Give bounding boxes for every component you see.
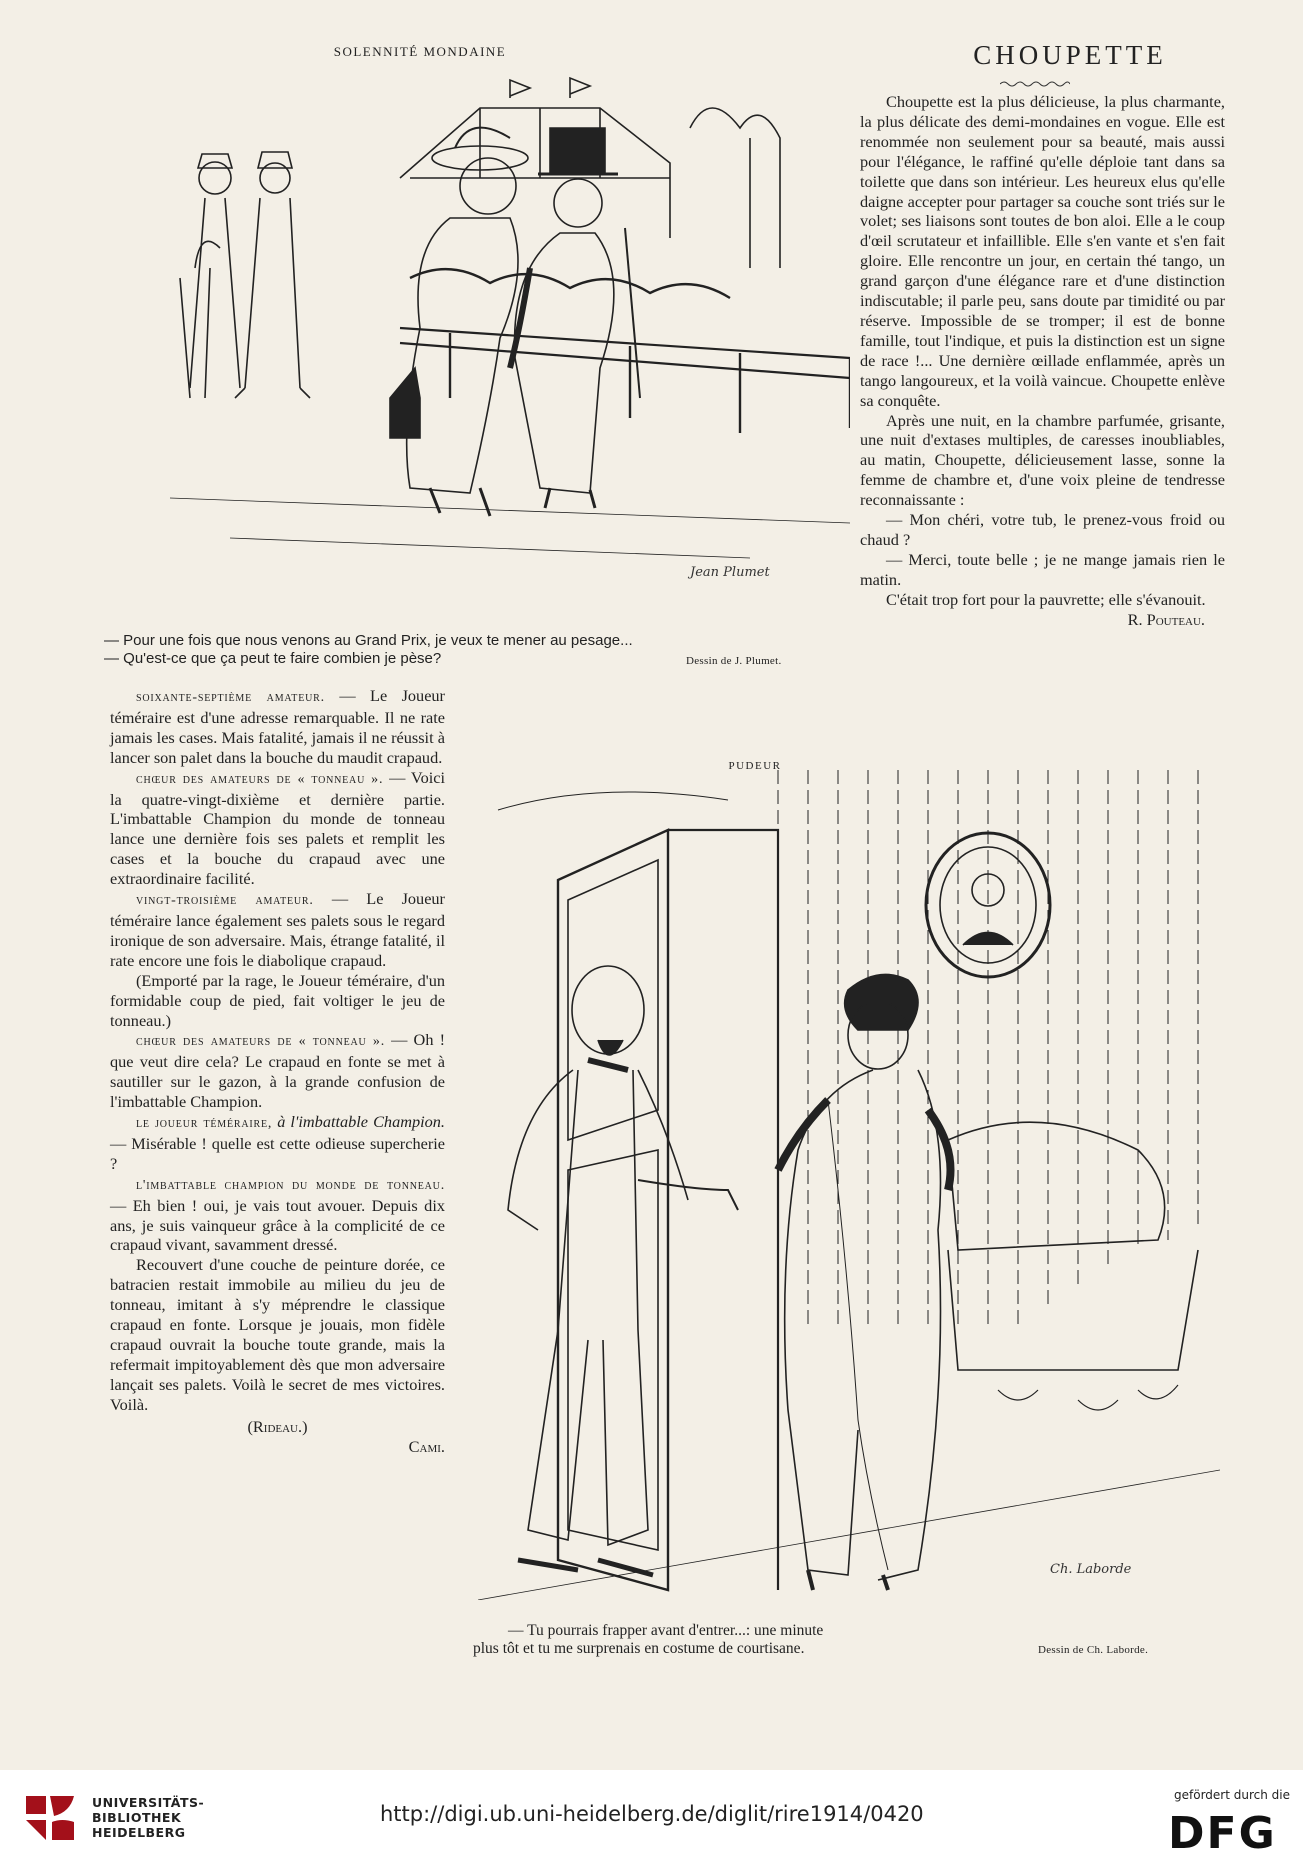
speaker-7: l'imbattable champion du monde de tonneau. [136, 1177, 445, 1193]
bottom-illustration-signature: Ch. Laborde [1050, 1562, 1132, 1577]
cami-rideau: (Rideau.) [247, 1416, 308, 1436]
cami-author: Cami. [408, 1436, 445, 1456]
cami-speech-7 [110, 1174, 445, 1256]
bottom-caption-line2: plus tôt et tu me surprenais en costume de courtisane. [473, 1640, 805, 1657]
speech-7-text: — Eh bien ! oui, je vais tout avouer. Depuis dix ans, je suis vainqueur grâce à la complicité de ce crapaud vivant, savamment dressé. [110, 1195, 445, 1255]
choupette-article [860, 92, 1225, 629]
top-illustration-signature: Jean Plumet [690, 565, 770, 580]
choupette-author: R. Pouteau. [1127, 609, 1205, 629]
speech-2-text: — Voici la quatre-vingt-dixième et dernière partie. L'imbattable Champion du monde de tonneau lance une dernière fois ses palets et remplit les cases et la bouche du crapaud avec une extraordinaire facilité. [110, 767, 446, 889]
bottom-caption-line1: — Tu pourrais frapper avant d'entrer...: une minute [508, 1622, 824, 1639]
bottom-illustration-credit: Dessin de Ch. Laborde. [1038, 1644, 1149, 1656]
cami-speech-3 [110, 889, 445, 971]
article-title-choupette: CHOUPETTE [973, 40, 1167, 70]
speaker-3: vingt-troisième amateur. [136, 893, 314, 909]
top-caption-line1: — Pour une fois que nous venons au Grand Prix, je veux te mener au pesage... [104, 632, 633, 649]
top-illustration [150, 68, 850, 613]
library-name-line3: HEIDELBERG [92, 1825, 186, 1840]
speaker-6: le joueur téméraire, [136, 1116, 273, 1132]
speech-1-text: — Le Joueur téméraire est d'une adresse remarquable. Il ne rate jamais les cases. Mais fatalité, jamais il ne réussit à lancer son palet dans la bouche du maudit crapaud. [110, 686, 445, 767]
cami-speech-8: Recouvert d'une couche de peinture dorée, ce batracien restait immobile au milieu du jeu de tonneau, imitant à s'y méprendre le classique crapaud en fonte. Lorsque je jouais, mon fidèle crapaud ouvrait la bouche toute grande, mais la refermait impitoyablement dès que mon adversaire lançait ses palets. Voilà le secret de mes victoires. Voilà. [110, 1255, 445, 1414]
speaker-2: chœur des amateurs de « tonneau ». [136, 771, 384, 787]
cami-speech-1 [110, 686, 445, 768]
choupette-paragraph-1: Choupette est la plus délicieuse, la plus charmante, la plus délicate des demi-mondaines en vogue. Elle est renommée non seulement pour sa beauté, mais aussi pour l'élégance, le raffiné qu'elle déploie tant dans sa toilette que dans son intérieur. Les heureux elus qu'elle daigne accepter pour partager sa couche sont triés sur le volet; ses liaisons sont toutes de bon aloi. Elle a le coup d'œil scrutateur et infaillible. Elle s'en vante et s'en fait gloire. Elle rencontre un jour, en certain thé tango, un grand garçon d'une élégance rare et d'une distinction indiscutable; il parle peu, sans doute par timidité ou par réserve. Impossible de se tromper; il est de bonne famille, tout l'indique, et puis la distinction est un signe de race !... Une dernière œillade enflammée, après un tango langoureux, et la voilà vaincue. Choupette enlève sa conquête. [860, 92, 1225, 410]
cami-speech-5 [110, 1030, 445, 1112]
library-name-line1: UNIVERSITÄTS- [92, 1795, 205, 1810]
funding-note: gefördert durch die [1174, 1788, 1290, 1802]
choupette-paragraph-3: — Mon chéri, votre tub, le prenez-vous froid ou chaud ? [860, 510, 1225, 549]
speech-3-text: — Le Joueur téméraire lance également ses palets sous le regard ironique de son adversaire. Mais, étrange fatalité, il rate encore une fois le diabolique crapaud. [110, 889, 445, 970]
speech-6-text: — Misérable ! quelle est cette odieuse supercherie ? [110, 1133, 445, 1173]
speaker-1: soixante-septième amateur. [136, 690, 325, 705]
illustration-title-solennite: SOLENNITÉ MONDAINE [333, 44, 507, 59]
library-name-line2: BIBLIOTHEK [92, 1810, 182, 1825]
choupette-paragraph-5: C'était trop fort pour la pauvrette; elle s'évanouit. [886, 589, 1206, 609]
dfg-logo: DFG [1168, 1808, 1277, 1859]
cami-sketch-text [110, 686, 445, 1456]
top-illustration-credit: Dessin de J. Plumet. [686, 655, 782, 667]
top-caption-line2: — Qu'est-ce que ça peut te faire combien je pèse? [104, 650, 442, 667]
speaker-5: chœur des amateurs de « tonneau ». [136, 1034, 386, 1050]
university-seal-logo [18, 1788, 82, 1848]
cami-speech-6 [110, 1112, 445, 1174]
racetrack-drawing [150, 68, 850, 613]
illustration-title-pudeur: PUDEUR [728, 760, 782, 772]
bottom-illustration [478, 770, 1220, 1600]
permalink-url[interactable]: http://digi.ub.uni-heidelberg.de/diglit/rire1914/0420 [380, 1802, 924, 1826]
choupette-paragraph-2: Après une nuit, en la chambre parfumée, grisante, une nuit d'extases multiples, de caresses inoubliables, au matin, Choupette, délicieusement lasse, sonne la femme de chambre et, d'une voix pleine de tendresse reconnaissante : [860, 410, 1225, 510]
cami-speech-2 [110, 768, 445, 889]
bedroom-drawing [478, 770, 1220, 1600]
title-ornament [1000, 80, 1070, 88]
speech-5-text: — Oh ! que veut dire cela? Le crapaud en fonte se met à sautiller sur le gazon, à la grande confusion de l'imbattable Champion. [110, 1030, 446, 1112]
choupette-paragraph-4: — Merci, toute belle ; je ne mange jamais rien le matin. [860, 549, 1225, 589]
library-name [92, 1795, 204, 1840]
speech-6-direction: à l'imbattable Champion. [272, 1112, 445, 1132]
cami-stage-direction: (Emporté par la rage, le Joueur téméraire, d'un formidable coup de pied, fait voltiger le jeu de tonneau.) [110, 970, 445, 1030]
